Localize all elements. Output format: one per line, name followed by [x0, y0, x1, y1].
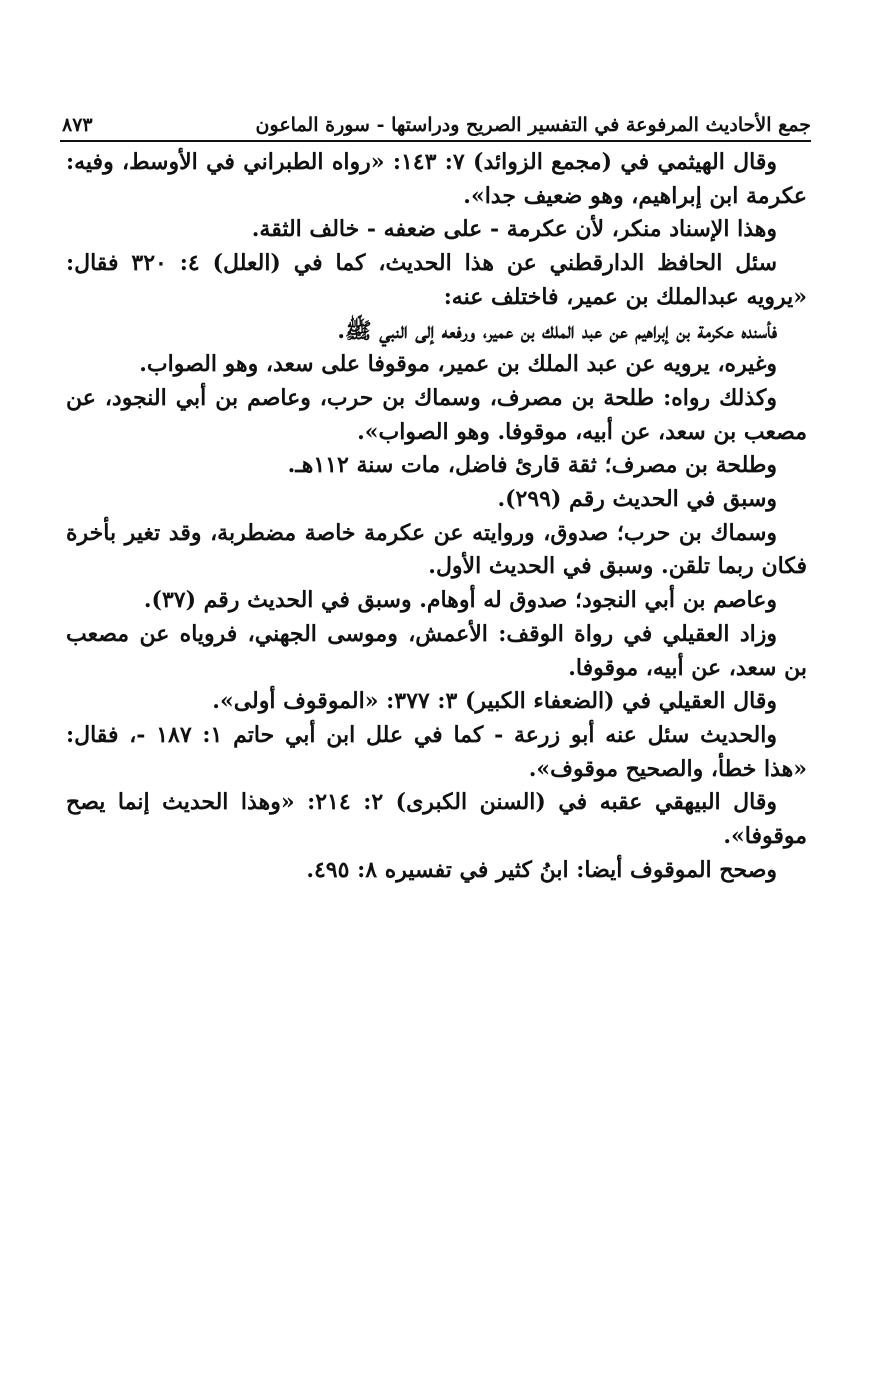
paragraph: وقال البيهقي عقبه في (السنن الكبرى) ٢: ٢١٤: «وهذا الحديث إنما يصح موقوفا». [66, 789, 807, 850]
header-title: جمع الأحاديث المرفوعة في التفسير الصريح ودراستها - سورة الماعون [255, 114, 811, 136]
paragraph: سئل الحافظ الدارقطني عن هذا الحديث، كما في (العلل) ٤: ٣٢٠ فقال: «يرويه عبدالملك بن عمير، فاختلف عنه: [66, 250, 807, 310]
paragraph: وسبق في الحديث رقم (٢٩٩). [497, 486, 777, 513]
paragraph: وعاصم بن أبي النجود؛ صدوق له أوهام. وسبق في الحديث رقم (٣٧). [143, 587, 777, 614]
paragraph: والحديث سئل عنه أبو زرعة - كما في علل ابن أبي حاتم ١: ١٨٧ -، فقال: «هذا خطأ، والصحيح موقوف». [66, 721, 807, 782]
paragraph: وقال الهيثمي في (مجمع الزوائد) ٧: ١٤٣: «رواه الطبراني في الأوسط، وفيه: عكرمة ابن إبراهيم، وهو ضعيف جدا». [66, 149, 807, 209]
paragraph: وهذا الإسناد منكر، لأن عكرمة - على ضعفه - خالف الثقة. [251, 216, 777, 243]
paragraph: وكذلك رواه: طلحة بن مصرف، وسماك بن حرب، وعاصم بن أبي النجود، عن مصعب بن سعد، عن أبيه، موقوفا. وهو الصواب». [66, 384, 807, 445]
paragraph: وزاد العقيلي في رواة الوقف: الأعمش، وموسى الجهني، فروياه عن مصعب بن سعد، عن أبيه، موقوفا. [66, 620, 807, 681]
paragraph: وسماك بن حرب؛ صدوق، وروايته عن عكرمة خاصة مضطربة، وقد تغير بأخرة فكان ربما تلقن. وسبق في الحديث الأول. [66, 519, 807, 580]
paragraph: وطلحة بن مصرف؛ ثقة قارئ فاضل، مات سنة ١١٢هـ. [287, 452, 777, 479]
paragraph: وصحح الموقوف أيضا: ابنُ كثير في تفسيره ٨: ٤٩٥. [306, 856, 777, 883]
paragraph: وقال العقيلي في (الضعفاء الكبير) ٣: ٣٧٧: «الموقوف أولى». [212, 688, 777, 715]
quoted-paragraph: وغيره، يرويه عن عبد الملك بن عمير، موقوفا على سعد، وهو الصواب. [139, 351, 777, 378]
running-header [62, 104, 811, 136]
quoted-paragraph: فأسنده عكرمة بن إبراهيم عن عبد الملك بن عمير، ورفعه إلى النبي ﷺ. [337, 317, 777, 344]
header-divider [60, 140, 811, 142]
body-text [66, 146, 807, 887]
page-number: ٨٧٣ [62, 114, 93, 136]
